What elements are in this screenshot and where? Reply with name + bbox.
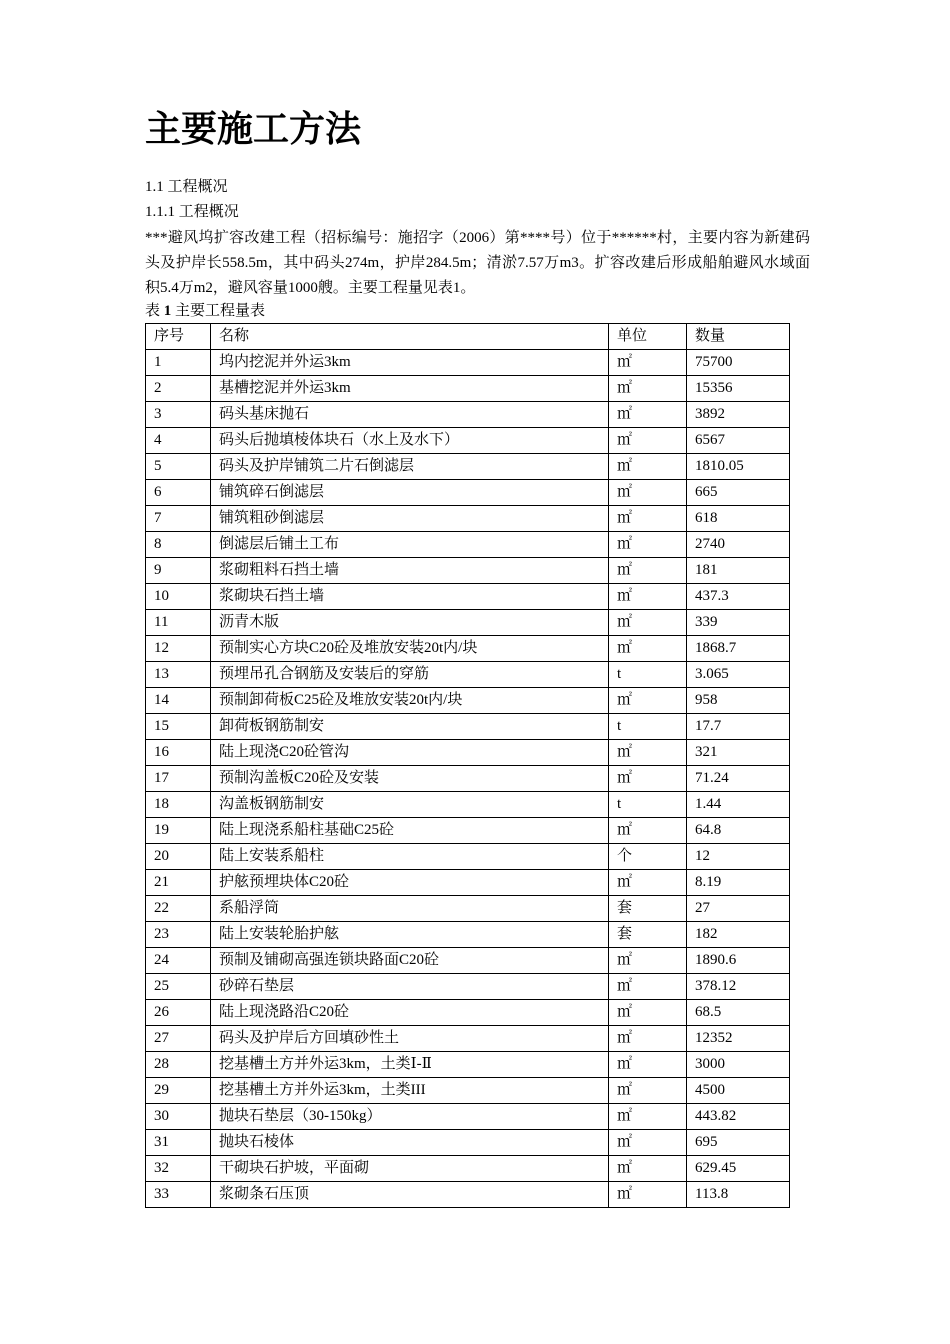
cell-name: 浆砌块石挡土墙 <box>211 584 609 610</box>
cell-name: 抛块石垫层（30-150kg） <box>211 1104 609 1130</box>
cell-name: 码头及护岸铺筑二片石倒滤层 <box>211 454 609 480</box>
cell-quantity: 3892 <box>687 402 790 428</box>
cell-index: 22 <box>146 896 211 922</box>
cell-name: 干砌块石护坡，平面砌 <box>211 1156 609 1182</box>
cell-quantity: 1.44 <box>687 792 790 818</box>
document-title: 主要施工方法 <box>145 109 362 150</box>
cell-name: 预埋吊孔合钢筋及安装后的穿筋 <box>211 662 609 688</box>
cell-index: 18 <box>146 792 211 818</box>
caption-number: 1 <box>163 303 172 319</box>
cell-index: 29 <box>146 1078 211 1104</box>
table-row <box>146 1156 790 1182</box>
cell-unit: ㎡ <box>609 1130 687 1156</box>
subsection-heading: 1.1.1 工程概况 <box>145 204 239 220</box>
cell-quantity: 378.12 <box>687 974 790 1000</box>
cell-index: 24 <box>146 948 211 974</box>
cell-unit: t <box>609 714 687 740</box>
table-row <box>146 948 790 974</box>
cell-name: 砂碎石垫层 <box>211 974 609 1000</box>
table-row <box>146 662 790 688</box>
cell-index: 14 <box>146 688 211 714</box>
cell-name: 卸荷板钢筋制安 <box>211 714 609 740</box>
table-row <box>146 532 790 558</box>
cell-name: 挖基槽土方并外运3km，土类III <box>211 1078 609 1104</box>
header-cell-quantity: 数量 <box>687 324 790 350</box>
table-row <box>146 636 790 662</box>
cell-quantity: 3.065 <box>687 662 790 688</box>
cell-name: 系船浮筒 <box>211 896 609 922</box>
table-row <box>146 1078 790 1104</box>
cell-index: 13 <box>146 662 211 688</box>
cell-quantity: 3000 <box>687 1052 790 1078</box>
table-row <box>146 740 790 766</box>
cell-index: 21 <box>146 870 211 896</box>
cell-index: 26 <box>146 1000 211 1026</box>
table-row <box>146 870 790 896</box>
cell-quantity: 64.8 <box>687 818 790 844</box>
table-row <box>146 1104 790 1130</box>
cell-name: 码头后抛填棱体块石（水上及水下） <box>211 428 609 454</box>
cell-index: 2 <box>146 376 211 402</box>
cell-unit: ㎡ <box>609 948 687 974</box>
table-row <box>146 792 790 818</box>
cell-unit: ㎡ <box>609 480 687 506</box>
cell-name: 陆上现浇路沿C20砼 <box>211 1000 609 1026</box>
cell-index: 9 <box>146 558 211 584</box>
table-row <box>146 1182 790 1208</box>
table-row <box>146 688 790 714</box>
cell-unit: ㎡ <box>609 1000 687 1026</box>
cell-index: 27 <box>146 1026 211 1052</box>
cell-unit: ㎡ <box>609 532 687 558</box>
cell-unit: ㎡ <box>609 1182 687 1208</box>
cell-name: 挖基槽土方并外运3km，土类Ⅰ-Ⅱ <box>211 1052 609 1078</box>
cell-unit: ㎡ <box>609 636 687 662</box>
cell-unit: ㎡ <box>609 584 687 610</box>
cell-unit: ㎡ <box>609 506 687 532</box>
cell-quantity: 1868.7 <box>687 636 790 662</box>
table-row <box>146 1052 790 1078</box>
caption-prefix: 表 <box>145 303 161 319</box>
cell-name: 铺筑碎石倒滤层 <box>211 480 609 506</box>
cell-name: 陆上现浇C20砼管沟 <box>211 740 609 766</box>
cell-name: 陆上安装轮胎护舷 <box>211 922 609 948</box>
table-row <box>146 402 790 428</box>
table-row <box>146 454 790 480</box>
cell-quantity: 2740 <box>687 532 790 558</box>
section-heading: 1.1 工程概况 <box>145 179 228 195</box>
cell-index: 5 <box>146 454 211 480</box>
cell-index: 12 <box>146 636 211 662</box>
cell-index: 19 <box>146 818 211 844</box>
table-row <box>146 506 790 532</box>
cell-name: 铺筑粗砂倒滤层 <box>211 506 609 532</box>
cell-unit: ㎡ <box>609 402 687 428</box>
cell-unit: ㎡ <box>609 818 687 844</box>
cell-unit: ㎡ <box>609 1156 687 1182</box>
cell-quantity: 618 <box>687 506 790 532</box>
cell-unit: ㎡ <box>609 558 687 584</box>
cell-name: 倒滤层后铺土工布 <box>211 532 609 558</box>
table-row <box>146 558 790 584</box>
table-row <box>146 714 790 740</box>
cell-unit: ㎡ <box>609 428 687 454</box>
table-row <box>146 896 790 922</box>
cell-name: 沥青木版 <box>211 610 609 636</box>
cell-unit: t <box>609 792 687 818</box>
cell-quantity: 15356 <box>687 376 790 402</box>
cell-unit: ㎡ <box>609 740 687 766</box>
overview-paragraph: ***避风坞扩容改建工程（招标编号：施招字（2006）第****号）位于******村，主要内容为新建码头及护岸长558.5m，其中码头274m，护岸284.5m；清淤7.57万m3。扩容改建后形成船舶避风水域面积5.4万m2，避风容量1000艘。主要工程量见表1。 <box>145 230 810 296</box>
cell-quantity: 75700 <box>687 350 790 376</box>
cell-quantity: 12 <box>687 844 790 870</box>
cell-quantity: 695 <box>687 1130 790 1156</box>
table-row <box>146 584 790 610</box>
cell-quantity: 113.8 <box>687 1182 790 1208</box>
table-header-row <box>146 324 790 350</box>
cell-quantity: 181 <box>687 558 790 584</box>
cell-name: 码头基床抛石 <box>211 402 609 428</box>
cell-unit: 套 <box>609 896 687 922</box>
cell-unit: ㎡ <box>609 610 687 636</box>
cell-unit: 个 <box>609 844 687 870</box>
cell-quantity: 6567 <box>687 428 790 454</box>
cell-unit: ㎡ <box>609 766 687 792</box>
cell-quantity: 629.45 <box>687 1156 790 1182</box>
cell-unit: ㎡ <box>609 454 687 480</box>
cell-quantity: 321 <box>687 740 790 766</box>
cell-name: 预制卸荷板C25砼及堆放安装20t内/块 <box>211 688 609 714</box>
cell-unit: ㎡ <box>609 1052 687 1078</box>
cell-unit: ㎡ <box>609 376 687 402</box>
cell-unit: 套 <box>609 922 687 948</box>
table-row <box>146 766 790 792</box>
cell-name: 抛块石棱体 <box>211 1130 609 1156</box>
header-cell-unit: 单位 <box>609 324 687 350</box>
cell-index: 31 <box>146 1130 211 1156</box>
cell-quantity: 17.7 <box>687 714 790 740</box>
cell-quantity: 1890.6 <box>687 948 790 974</box>
cell-name: 浆砌粗料石挡土墙 <box>211 558 609 584</box>
cell-index: 32 <box>146 1156 211 1182</box>
cell-unit: ㎡ <box>609 1104 687 1130</box>
cell-index: 10 <box>146 584 211 610</box>
table-row <box>146 1026 790 1052</box>
header-cell-index: 序号 <box>146 324 211 350</box>
cell-index: 23 <box>146 922 211 948</box>
cell-quantity: 339 <box>687 610 790 636</box>
cell-index: 28 <box>146 1052 211 1078</box>
cell-quantity: 437.3 <box>687 584 790 610</box>
cell-index: 15 <box>146 714 211 740</box>
table-row <box>146 922 790 948</box>
cell-index: 4 <box>146 428 211 454</box>
cell-quantity: 71.24 <box>687 766 790 792</box>
cell-index: 11 <box>146 610 211 636</box>
cell-index: 20 <box>146 844 211 870</box>
cell-name: 陆上现浇系船柱基础C25砼 <box>211 818 609 844</box>
cell-index: 8 <box>146 532 211 558</box>
header-cell-name: 名称 <box>211 324 609 350</box>
cell-unit: ㎡ <box>609 1078 687 1104</box>
cell-unit: t <box>609 662 687 688</box>
cell-unit: ㎡ <box>609 688 687 714</box>
cell-quantity: 958 <box>687 688 790 714</box>
cell-index: 7 <box>146 506 211 532</box>
cell-name: 沟盖板钢筋制安 <box>211 792 609 818</box>
table-row <box>146 818 790 844</box>
table-row <box>146 610 790 636</box>
cell-index: 33 <box>146 1182 211 1208</box>
cell-quantity: 27 <box>687 896 790 922</box>
cell-name: 预制实心方块C20砼及堆放安装20t内/块 <box>211 636 609 662</box>
cell-name: 浆砌条石压顶 <box>211 1182 609 1208</box>
table-row <box>146 1130 790 1156</box>
cell-quantity: 8.19 <box>687 870 790 896</box>
cell-unit: ㎡ <box>609 1026 687 1052</box>
table-row <box>146 350 790 376</box>
cell-index: 6 <box>146 480 211 506</box>
cell-quantity: 4500 <box>687 1078 790 1104</box>
table-caption <box>145 301 265 321</box>
cell-name: 护舷预埋块体C20砼 <box>211 870 609 896</box>
caption-text: 主要工程量表 <box>175 303 266 319</box>
cell-quantity: 1810.05 <box>687 454 790 480</box>
table-row <box>146 1000 790 1026</box>
table-row <box>146 480 790 506</box>
quantity-table <box>145 323 790 1208</box>
cell-index: 16 <box>146 740 211 766</box>
cell-index: 17 <box>146 766 211 792</box>
cell-name: 陆上安装系船柱 <box>211 844 609 870</box>
cell-name: 坞内挖泥并外运3km <box>211 350 609 376</box>
cell-quantity: 443.82 <box>687 1104 790 1130</box>
cell-index: 1 <box>146 350 211 376</box>
table-row <box>146 376 790 402</box>
cell-unit: ㎡ <box>609 350 687 376</box>
cell-quantity: 665 <box>687 480 790 506</box>
cell-index: 3 <box>146 402 211 428</box>
cell-name: 预制沟盖板C20砼及安装 <box>211 766 609 792</box>
cell-index: 25 <box>146 974 211 1000</box>
quantity-table-body <box>146 324 790 1208</box>
cell-index: 30 <box>146 1104 211 1130</box>
table-row <box>146 428 790 454</box>
table-row <box>146 844 790 870</box>
cell-quantity: 12352 <box>687 1026 790 1052</box>
cell-quantity: 68.5 <box>687 1000 790 1026</box>
cell-unit: ㎡ <box>609 974 687 1000</box>
cell-unit: ㎡ <box>609 870 687 896</box>
cell-quantity: 182 <box>687 922 790 948</box>
cell-name: 基槽挖泥并外运3km <box>211 376 609 402</box>
cell-name: 预制及铺砌高强连锁块路面C20砼 <box>211 948 609 974</box>
cell-name: 码头及护岸后方回填砂性土 <box>211 1026 609 1052</box>
table-row <box>146 974 790 1000</box>
